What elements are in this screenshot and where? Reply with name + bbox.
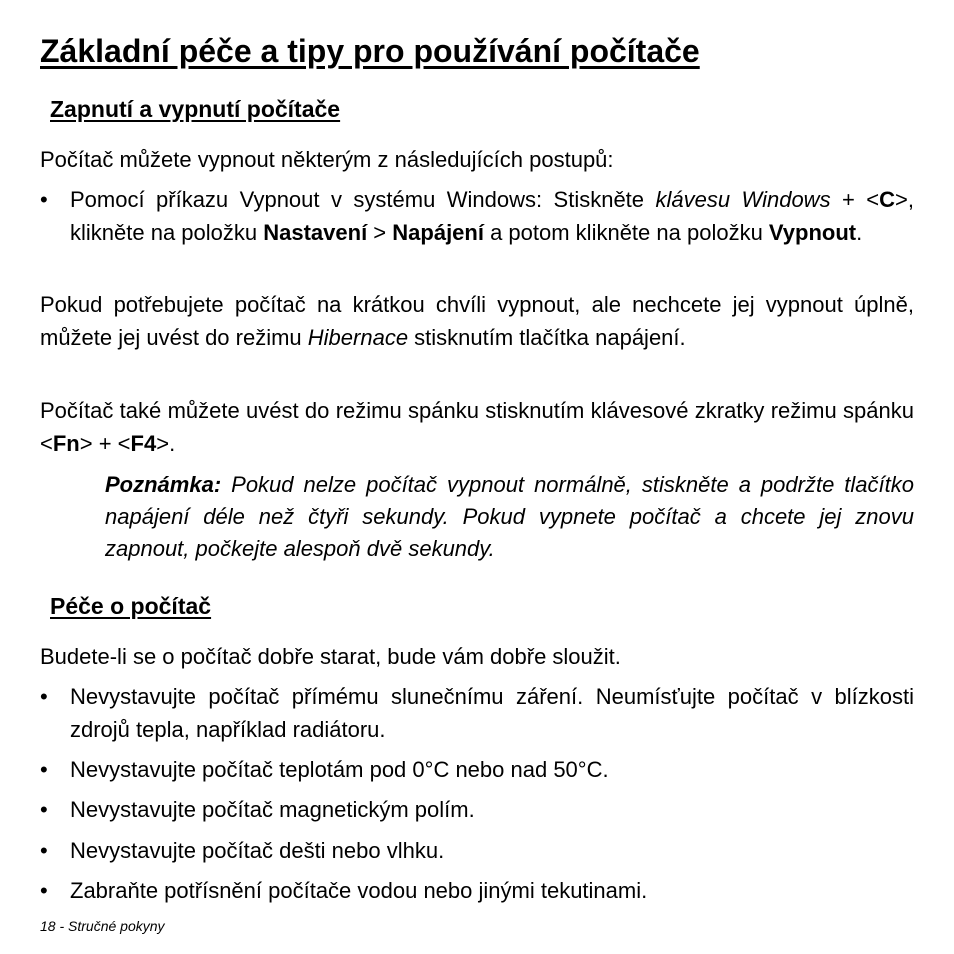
list-item-text: Nevystavujte počítač dešti nebo vlhku.: [70, 838, 445, 863]
list-item: [40, 184, 914, 249]
list-item-text: Nevystavujte počítač přímému slunečnímu záření. Neumísťujte počítač v blízkosti zdrojů tepla, například radiátoru.: [70, 684, 914, 742]
sleep-paragraph: Počítač také můžete uvést do režimu spánku stisknutím klávesové zkratky režimu spánku <Fn> + <F4>.: [40, 398, 914, 456]
power-intro: Počítač můžete vypnout některým z následujících postupů:: [40, 147, 614, 172]
note-block: [105, 469, 914, 565]
bullet-symbol: •: [40, 187, 48, 212]
bullet-symbol: •: [40, 684, 48, 709]
care-intro: Budete-li se o počítač dobře starat, bude vám dobře sloužit.: [40, 644, 621, 669]
bullet-symbol: •: [40, 838, 48, 863]
list-item: [40, 875, 914, 908]
list-item: [40, 681, 914, 746]
list-item: [40, 835, 914, 868]
page-footer: 18 - Stručné pokyny: [40, 918, 165, 934]
list-item-text: Nevystavujte počítač magnetickým polím.: [70, 797, 475, 822]
page-title: Základní péče a tipy pro používání počítače: [40, 33, 700, 69]
list-item-text: Zabraňte potřísnění počítače vodou nebo jinými tekutinami.: [70, 878, 648, 903]
shutdown-instruction: Pomocí příkazu Vypnout v systému Windows: Stiskněte klávesu Windows + <C>, klikněte na položku Nastavení > Napájení a potom klikněte na položku Vypnout.: [70, 187, 915, 245]
section-heading-care: Péče o počítač: [50, 593, 212, 619]
list-item: [40, 754, 914, 787]
section-heading-power: Zapnutí a vypnutí počítače: [50, 96, 341, 122]
note-label: Poznámka:: [105, 472, 222, 497]
note-text: Pokud nelze počítač vypnout normálně, stiskněte a podržte tlačítko napájení déle než čtyři sekundy. Pokud vypnete počítač a chcete jej znovu zapnout, počkejte alespoň dvě sekundy.: [105, 472, 914, 561]
bullet-symbol: •: [40, 757, 48, 782]
hibernate-paragraph: Pokud potřebujete počítač na krátkou chvíli vypnout, ale nechcete jej vypnout úplně, můžete jej uvést do režimu Hibernace stisknutím tlačítka napájení.: [40, 292, 914, 350]
bullet-symbol: •: [40, 797, 48, 822]
list-item: [40, 794, 914, 827]
bullet-symbol: •: [40, 878, 48, 903]
list-item-text: Nevystavujte počítač teplotám pod 0°C nebo nad 50°C.: [70, 757, 609, 782]
